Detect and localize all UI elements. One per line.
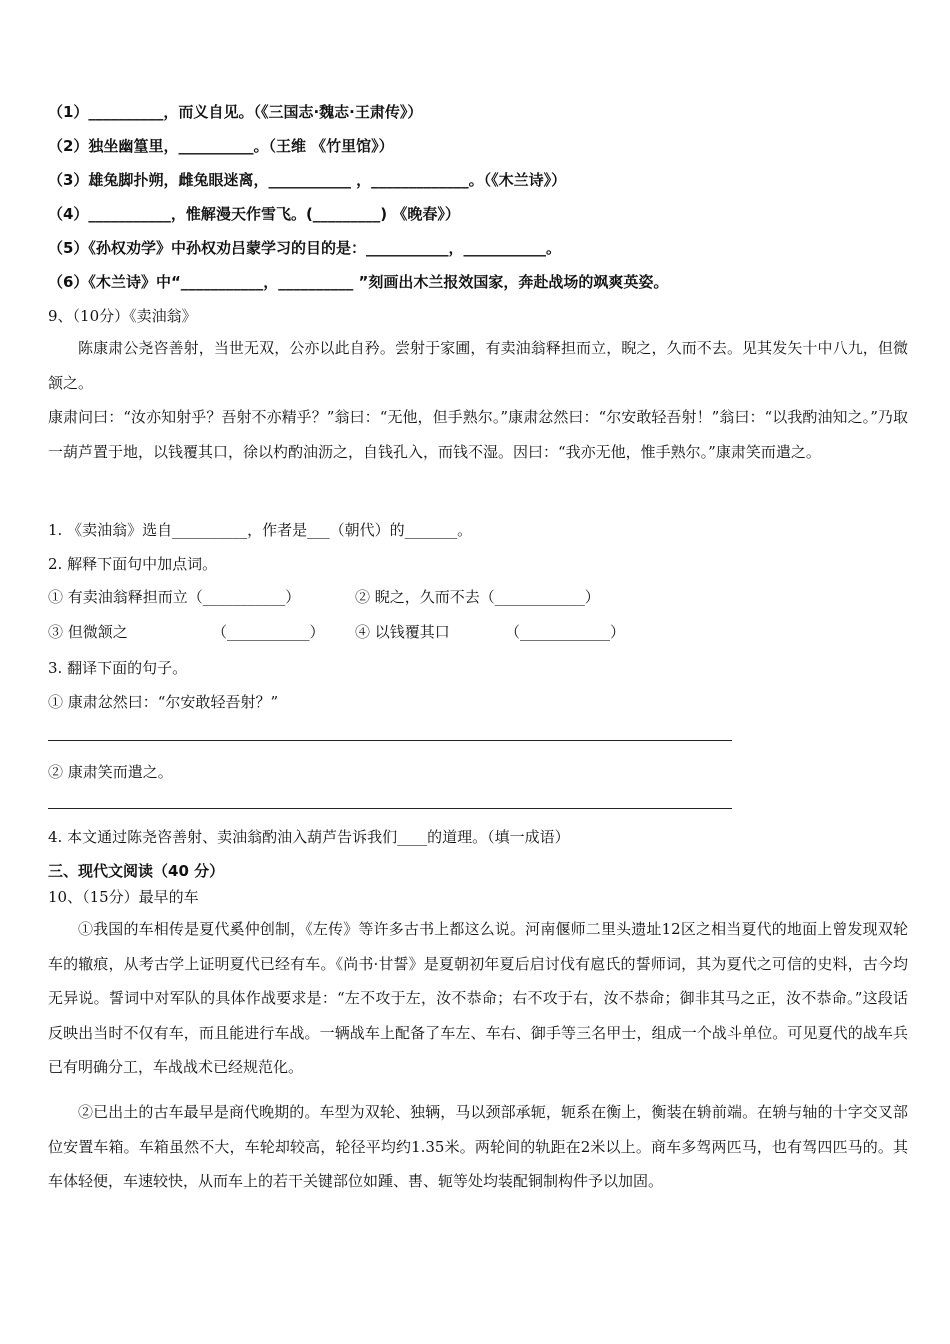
q9-passage-1: 陈康肃公尧咨善射，当世无双，公亦以此自矜。尝射于家圃，有卖油翁释担而立，睨之，久而不去。见其发矢十中八九，但微颔之。 <box>48 339 908 392</box>
translate-1: ① 康肃忿然曰：“尔安敢轻吾射？” <box>48 693 279 711</box>
word-item-4-blank: （____________） <box>505 623 626 641</box>
word-item-1: ① 有卖油翁释担而立（___________） <box>48 588 301 606</box>
section3-heading: 三、现代文阅读（40 分） <box>48 862 225 880</box>
word-item-3-blank: （___________） <box>212 623 325 641</box>
recitation-q3: （3）雄兔脚扑朔，雌兔眼迷离，___________ ，_____________。（《木兰诗》） <box>48 171 567 189</box>
word-item-2: ② 睨之，久而不去（____________） <box>355 588 600 606</box>
recitation-q4: （4）___________，惟解漫天作雪飞。(_________) 《晚春》） <box>48 205 460 223</box>
word-item-3: ③ 但微颔之 <box>48 623 128 641</box>
q9-sub1: 1. 《卖油翁》选自__________，作者是___（朝代）的_______。 <box>48 521 473 539</box>
word-item-4: ④ 以钱覆其口 <box>355 623 450 641</box>
q9-sub2: 2. 解释下面句中加点词。 <box>48 555 218 573</box>
recitation-q6: （6）《木兰诗》中“___________，__________ ”刻画出木兰报效国家，奔赴战场的飒爽英姿。 <box>48 273 669 291</box>
reading-paragraph-1: ①我国的车相传是夏代奚仲创制，《左传》等许多古书上都这么说。河南偃师二里头遗址12区之相当夏代的地面上曾发现双轮车的辙痕，从考古学上证明夏代已经有车。《尚书·甘誓》是夏朝初年夏后启讨伐有扈氏的誓师词，其为夏代之可信的史料，古今均无异说。誓词中对军队的具体作战要求是：“左不攻于左，汝不恭命；右不攻于右，汝不恭命；御非其马之正，汝不恭命。”这段话反映出当时不仅有车，而且能进行车战。一辆战车上配备了车左、车右、御手等三名甲士，组成一个战斗单位。可见夏代的战车兵已有明确分工，车战战术已经规范化。 <box>48 920 908 1076</box>
answer-line-1 <box>48 740 732 741</box>
q9-heading: 9、（10分）《卖油翁》 <box>48 307 197 325</box>
recitation-q1: （1）__________，而义自见。（《三国志·魏志·王肃传》） <box>48 103 423 121</box>
q10-heading: 10、（15分）最早的车 <box>48 888 199 906</box>
q9-sub4: 4. 本文通过陈尧咨善射、卖油翁酌油入葫芦告诉我们____的道理。（填一成语） <box>48 828 570 846</box>
translate-2: ② 康肃笑而遣之。 <box>48 763 173 781</box>
q9-sub3: 3. 翻译下面的句子。 <box>48 659 188 677</box>
answer-line-2 <box>48 808 732 809</box>
q9-passage-2: 康肃问曰：“汝亦知射乎？吾射不亦精乎？”翁曰：“无他，但手熟尔。”康肃忿然曰：“尔安敢轻吾射！”翁曰：“以我酌油知之。”乃取一葫芦置于地，以钱覆其口，徐以杓酌油沥之，自钱孔入，而钱不湿。因曰：“我亦无他，惟手熟尔。”康肃笑而遣之。 <box>48 408 908 461</box>
reading-paragraph-2: ②已出土的古车最早是商代晚期的。车型为双轮、独辆，马以颈部承轭，轭系在衡上，衡装在辀前端。在辀与轴的十字交叉部位安置车箱。车箱虽然不大，车轮却较高，轮径平均约1.35米。两轮间的轨距在2米以上。商车多驾两匹马，也有驾四匹马的。其车体轻便，车速较快，从而车上的若干关键部位如踵、軎、轭等处均装配铜制构件予以加固。 <box>48 1103 908 1190</box>
recitation-q2: （2）独坐幽篁里，__________。（王维 《竹里馆》） <box>48 137 394 155</box>
recitation-q5: （5）《孙权劝学》中孙权劝吕蒙学习的目的是：___________，___________。 <box>48 239 561 257</box>
